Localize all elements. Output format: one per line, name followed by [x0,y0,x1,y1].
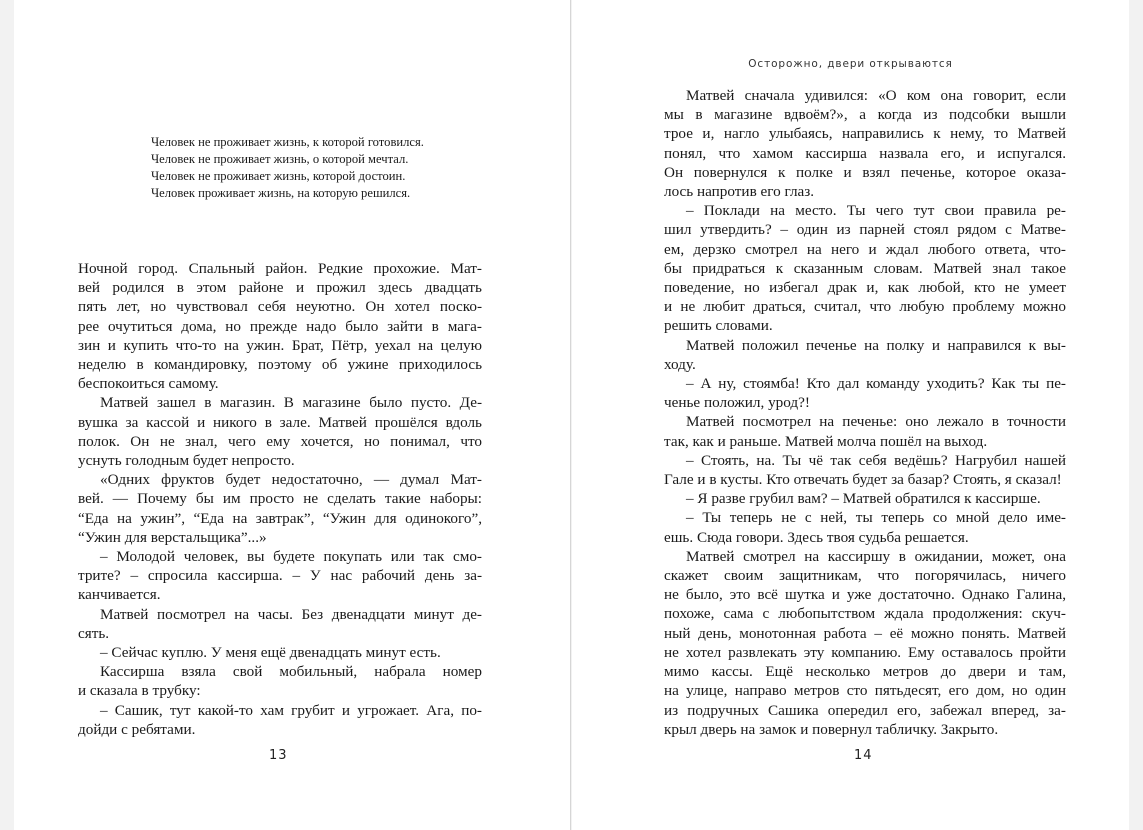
text-line: похоже, сама с любопытством ждала продолжения: скуч- [664,605,1066,623]
text-line: понял, что хамом кассирша назвала его, и испугался. [664,144,1066,162]
text-line: Матвей посмотрел на часы. Без двенадцати минут де- [100,605,482,623]
text-line: не хотел развлекать эту компанию. Ему оставалось пройти [664,643,1066,661]
paragraph [78,662,482,700]
text-line: так, как и раньше. Матвей молча пошёл на выход. [664,432,988,450]
text-line: и не любит драться, считал, что любую проблему можно [664,298,1066,316]
text-line: пять лет, но чувствовал себя неуютно. Он хотел поско- [78,298,482,316]
text-line: вей. — Почему бы им просто не сделать такие наборы: [78,490,482,508]
paragraph [664,412,1066,450]
text-line: ешь. Сюда говори. Здесь твоя судьба решается. [664,528,969,546]
text-line: трите? – спросила кассирша. – У нас рабочий день за- [78,567,482,585]
text-line: Он повернулся к полке и взял печенье, которое оказа- [664,163,1066,181]
paragraph [78,605,482,643]
text-line: Матвей сначала удивился: «О ком она говорит, если [686,87,1066,104]
text-line: Матвей зашел в магазин. В магазине было пусто. Де- [100,394,482,412]
text-line: сять. [78,624,110,642]
text-line: скажет своим защитникам, что погорячилась, ничего [664,567,1066,585]
text-line: Матвей смотрел на кассиршу в ожидании, может, она [686,547,1066,565]
text-line: Ночной город. Спальный район. Редкие прохожие. Мат- [78,260,482,277]
paragraph [78,470,482,547]
text-line: «Одних фруктов будет недостаточно, — думал Мат- [100,471,482,489]
text-line: Матвей положил печенье на полку и направился к вы- [686,336,1066,354]
paragraph [664,86,1066,201]
epigraph-line: Человек не проживает жизнь, которой достоин. [151,169,406,183]
page-number-right: 14 [854,748,873,763]
epigraph-line: Человек не проживает жизнь, о которой мечтал. [151,152,409,166]
text-line: “Еда на ужин”, “Еда на завтрак”, “Ужин для одинокого”, [78,509,482,527]
paragraph [664,201,1066,335]
text-line: неделю в командировку, поэтому об ужине приходилось [78,356,482,374]
text-line: дойди с ребятами. [78,720,196,738]
text-line: рее очутиться дома, но прежде надо было зайти в мага- [78,317,482,335]
text-line: – Молодой человек, вы будете покупать или так смо- [100,548,482,566]
text-line: Матвей посмотрел на печенье: оно лежало в точности [686,413,1066,431]
epigraph-line: Человек не проживает жизнь, к которой готовился. [151,135,424,149]
text-line: мимо кассы. Ещё несколько метров до двери и там, [664,663,1066,681]
text-line: зин и купить что-то на ужин. Брат, Пётр, уехал на целую [78,336,482,354]
paragraph [78,393,482,470]
text-line: “Ужин для верстальщика”...» [78,528,267,546]
text-line: мы в магазине вдвоём?», а когда из подсобки вышли [664,106,1066,124]
text-line: – Сашик, тут какой-то хам грубит и угрожает. Ага, по- [100,701,482,719]
right-page [572,0,1129,830]
text-line: Кассирша взяла свой мобильный, набрала номер [100,663,482,681]
text-line: крыл дверь на замок и повернул табличку. Закрыто. [664,720,999,738]
text-line: – Ты теперь не с ней, ты теперь со мной дело име- [686,509,1066,527]
paragraph [78,547,482,605]
paragraph [664,547,1066,739]
epigraph-line: Человек проживает жизнь, на которую решился. [151,186,411,200]
text-line: – Сейчас куплю. У меня ещё двенадцать минут есть. [100,644,441,662]
text-line: – Поклади на место. Ты чего тут свои правила ре- [686,202,1066,220]
text-line: решить словами. [664,317,773,335]
epigraph [151,134,471,202]
text-line: трое и, нагло улыбаясь, направились к нему, то Матвей [664,125,1066,143]
text-line: на улице, направо метров сто пятьдесят, его дом, но один [664,682,1066,700]
text-line: вушка за кассой и никого в зале. Матвей прошёлся вдоль [78,413,482,431]
paragraph [664,508,1066,546]
text-line: беспокоиться самому. [78,375,219,393]
text-line: лось напротив его глаз. [664,183,815,201]
paragraph [664,336,1066,374]
paragraph [78,643,482,662]
text-line: полок. Он не знал, чего ему хочется, но понимал, что [78,432,482,450]
text-line: – Я разве грубил вам? – Матвей обратился к кассирше. [686,490,1041,508]
text-line: ходу. [664,355,696,373]
running-head: Осторожно, двери открываются [748,58,953,70]
text-line: ем, дерзко смотрел на него и ждал любого ответа, что- [664,240,1066,258]
text-line: из подручных Сашика опередил его, забежал вперед, за- [664,701,1066,719]
text-line: и сказала в трубку: [78,682,201,700]
text-line: канчивается. [78,586,161,604]
text-line: Гале и в кусты. Кто отвечать будет за базар? Стоять, я сказал! [664,471,1062,489]
text-line: не было, это всё шутка и уже достаточно. Однако Галина, [664,586,1066,604]
text-line: – А ну, стоямба! Кто дал команду уходить? Как ты пе- [686,375,1066,393]
paragraph [78,701,482,739]
page-number-left: 13 [269,748,288,763]
text-line: поведение, но избегал драк и, как любой, кто не умеет [664,279,1066,297]
text-line: – Стоять, на. Ты чё так себя ведёшь? Нагрубил нашей [686,451,1066,469]
left-page [14,0,571,830]
right-body-text [664,86,1066,739]
text-line: ченье положил, урод?! [664,394,810,412]
paragraph [78,259,482,393]
paragraph [664,374,1066,412]
text-line: шил утвердить? – один из парней стоял рядом с Матве- [664,221,1066,239]
paragraph [664,489,1066,508]
text-line: ный день, монотонная работа – её можно понять. Матвей [664,624,1066,642]
paragraph [664,451,1066,489]
text-line: вей родился в этом районе и прожил здесь двадцать [78,279,482,297]
text-line: бы придраться к сказанным словам. Матвей знал такое [664,259,1066,277]
text-line: уснуть голодным будет непросто. [78,452,295,470]
left-body-text [78,259,482,739]
